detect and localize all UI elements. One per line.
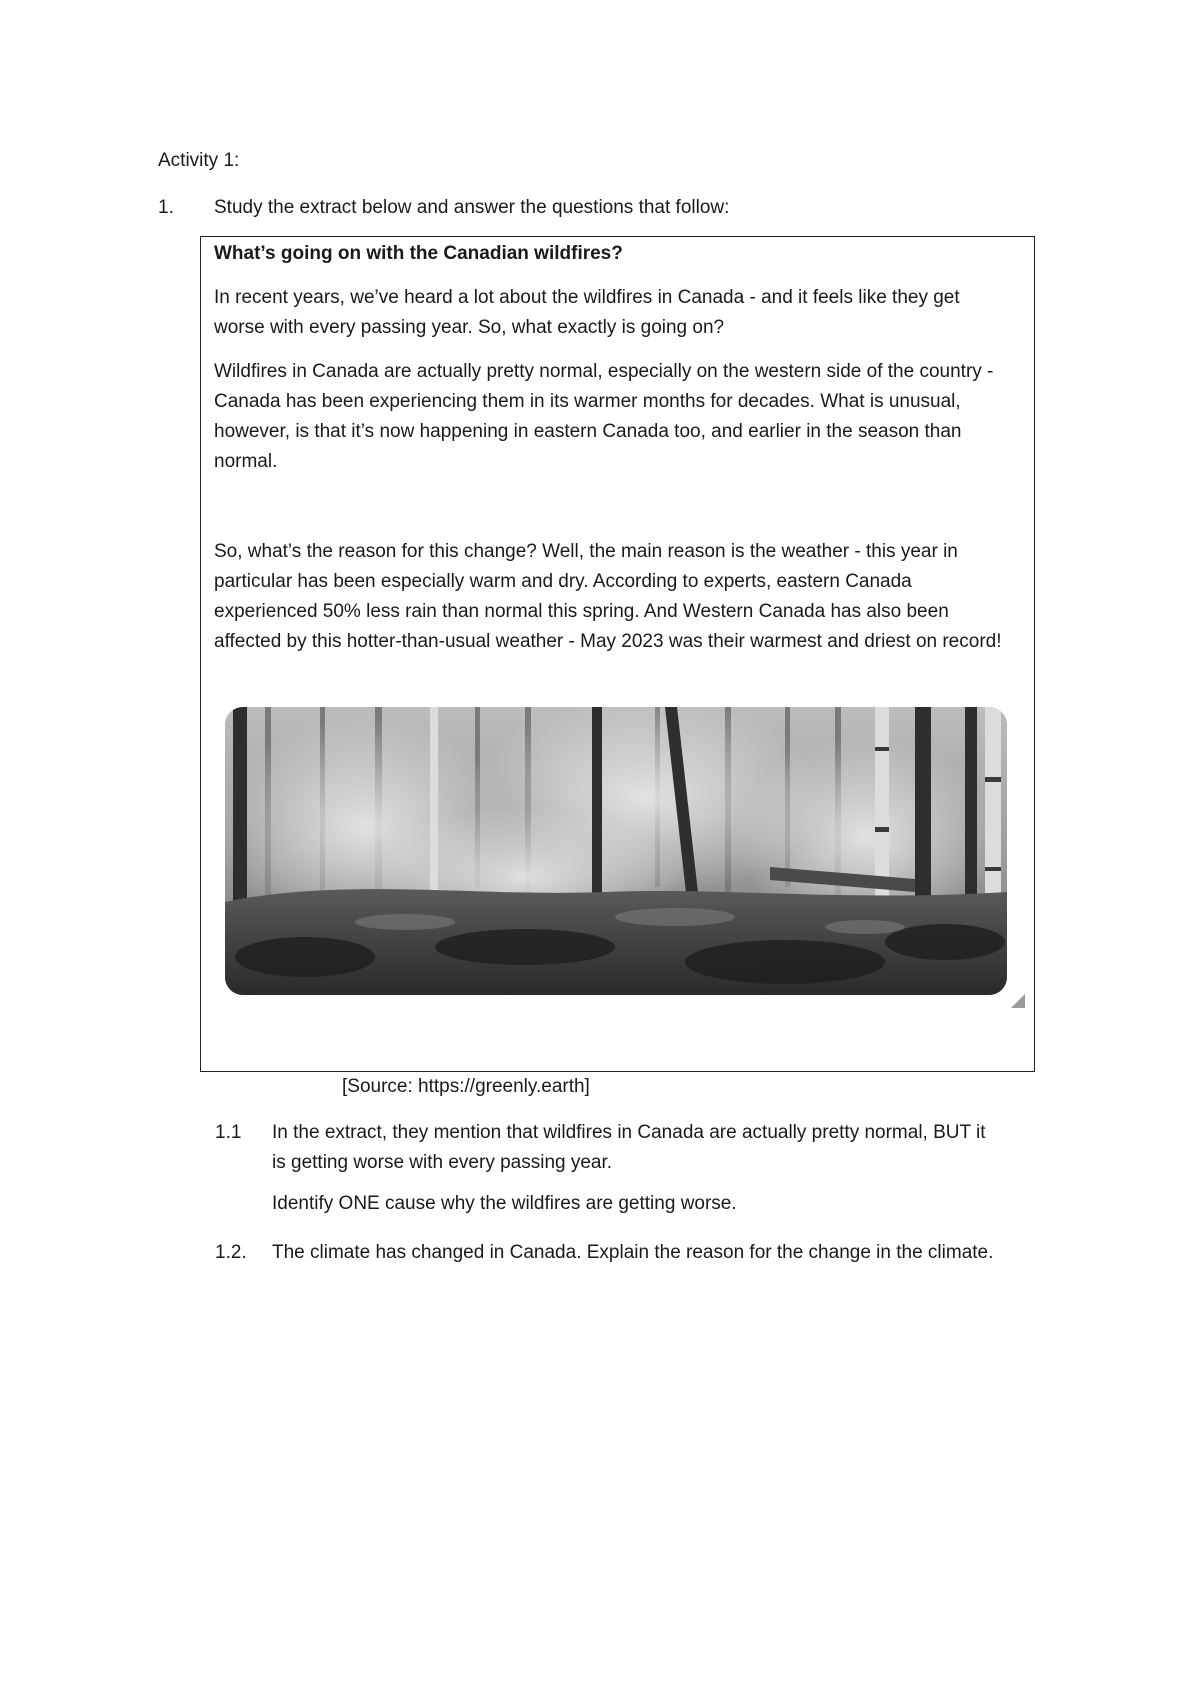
subquestion-text: In the extract, they mention that wildfires in Canada are actually pretty normal, BUT it is getting worse with every passing year.: [272, 1122, 986, 1173]
subquestion-instruction: Identify ONE cause why the wildfires are getting worse.: [272, 1193, 737, 1214]
question-number: 1.: [158, 197, 174, 218]
extract-source: [Source: https://greenly.earth]: [342, 1076, 590, 1097]
resize-handle-icon: [1011, 994, 1025, 1008]
subquestion-1-2: [215, 1238, 1015, 1298]
extract-box: [200, 236, 1035, 1072]
question-text: Study the extract below and answer the questions that follow:: [214, 197, 730, 218]
extract-paragraph-1: In recent years, we’ve heard a lot about the wildfires in Canada - and it feels like they get worse with every passing year. So, what exactly is going on?: [214, 287, 960, 338]
question-1: [158, 193, 1058, 223]
subquestion-number: 1.1: [215, 1122, 242, 1143]
activity-heading: Activity 1:: [158, 150, 240, 171]
subquestion-text: The climate has changed in Canada. Explain the reason for the change in the climate.: [272, 1242, 994, 1263]
forest-fire-photo: [225, 707, 1007, 995]
extract-paragraph-2: Wildfires in Canada are actually pretty normal, especially on the western side of the country - Canada has been experiencing them in its warmer months for decades. What is unusual, however, is that it’s now happening in eastern Canada too, and earlier in the season than normal.: [214, 361, 994, 472]
subquestion-number: 1.2.: [215, 1242, 247, 1263]
subquestion-1-1: [215, 1118, 1015, 1178]
extract-paragraph-3: So, what’s the reason for this change? Well, the main reason is the weather - this year in particular has been especially warm and dry. According to experts, eastern Canada experienced 50% less rain than normal this spring. And Western Canada has also been affected by this hotter-than-usual weather - May 2023 was their warmest and driest on record!: [214, 541, 1002, 652]
extract-title: What’s going on with the Canadian wildfires?: [214, 243, 623, 264]
